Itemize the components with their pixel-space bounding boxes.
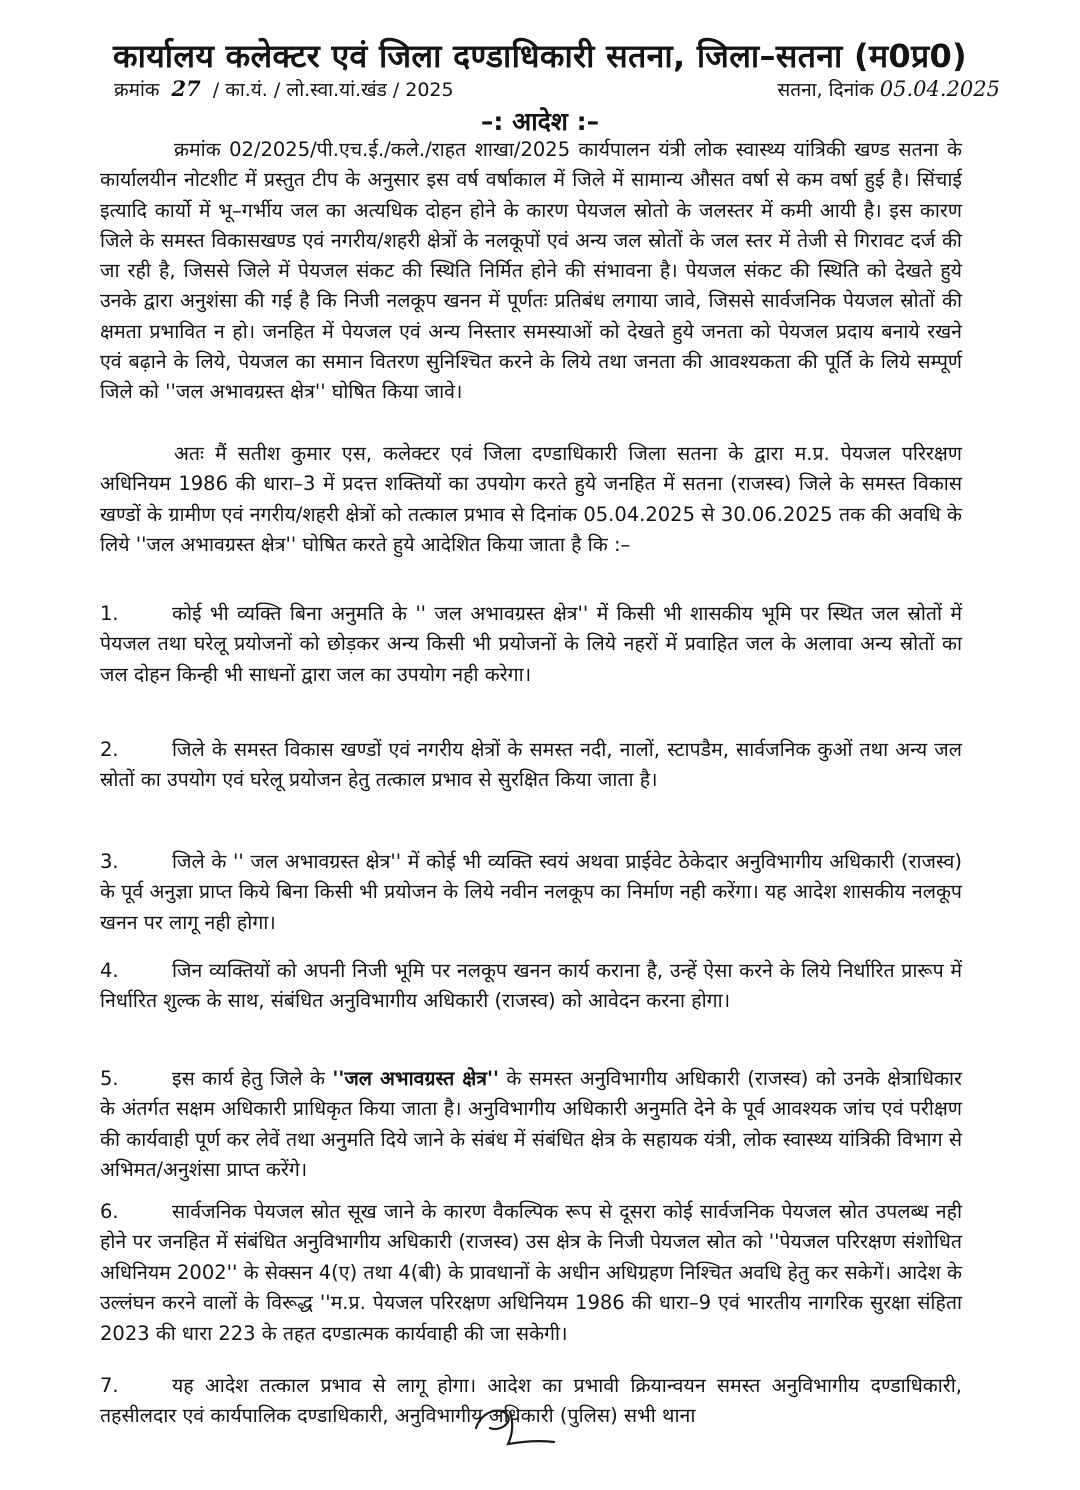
item-number: 2. <box>100 738 119 761</box>
reference-number <box>114 76 454 102</box>
item-number: 5. <box>100 1067 119 1090</box>
order-item-4 <box>100 956 962 1017</box>
place-date <box>777 76 1000 102</box>
order-heading: –: आदेश :– <box>480 107 600 136</box>
item-text: जिले के '' जल अभावग्रस्त क्षेत्र'' में कोई भी व्यक्ति स्वयं अथवा प्राईवेट ठेकेदार अनुविभागीय अधिकारी (राजस्व) के पूर्व अनुज्ञा प्राप्त किये बिना किसी भी प्रयोजन के लिये नवीन नलकूप का निर्माण नही करेंगा। यह आदेश शासकीय नलकूप खनन पर लागू नही होगा। <box>100 850 962 934</box>
preamble-paragraph: क्रमांक 02/2025/पी.एच.ई./कले./राहत शाखा/2025 कार्यपालन यंत्री लोक स्वास्थ्य यांत्रिकी खण्ड सतना के कार्यालयीन नोटशीट में प्रस्तुत टीप के अनुसार इस वर्ष वर्षाकाल में जिले में सामान्य औसत वर्षा से कम वर्षा हुई है। सिंचाई इत्यादि कार्यो में भू–गर्भीय जल का अत्यधिक दोहन होने के कारण पेयजल स्रोतो के जलस्तर में कमी आयी है। इस कारण जिले के समस्त विकासखण्ड एवं नगरीय/शहरी क्षेत्रों के नलकूपों एवं अन्य जल स्रोतों के जल स्तर में तेजी से गिरावट दर्ज की जा रही है, जिससे जिले में पेयजल संकट की स्थिति निर्मित होने की संभावना है। पेयजल संकट की स्थिति को देखते हुये उनके द्वारा अनुशंसा की गई है कि निजी नलकूप खनन में पूर्णतः प्रतिबंध लगाया जावे, जिससे सार्वजनिक पेयजल स्रोतों की क्षमता प्रभावित न हो। जनहित में पेयजल एवं अन्य निस्तार समस्याओं को देखते हुये जनता को पेयजल प्रदाय बनाये रखने एवं बढ़ाने के लिये, पेयजल का समान वितरण सुनिश्चित करने के लिये तथा जनता की आवश्यकता की पूर्ति के लिये सम्पूर्ण जिले को ''जल अभावग्रस्त क्षेत्र'' घोषित किया जावे। <box>100 138 962 404</box>
order-item-5 <box>100 1064 962 1186</box>
item-text-emphasis: ''जल अभावग्रस्त क्षेत्र'' <box>332 1067 499 1090</box>
handwritten-number: 27 <box>171 76 201 101</box>
item-number: 3. <box>100 850 119 873</box>
office-title: कार्यालय कलेक्टर एवं जिला दण्डाधिकारी सतना, जिला–सतना (म0प्र0) <box>113 37 967 75</box>
item-number: 7. <box>100 1374 119 1397</box>
reference-prefix: क्रमांक <box>114 79 160 101</box>
reference-suffix: / का.यं. / लो.स्वा.यां.खंड / 2025 <box>212 79 454 101</box>
place-date-label: सतना, दिनांक <box>777 79 874 101</box>
item-text: कोई भी व्यक्ति बिना अनुमति के '' जल अभावग्रस्त क्षेत्र'' में किसी भी शासकीय भूमि पर स्थित जल स्रोतों में पेयजल तथा घरेलू प्रयोजनों को छोड़कर अन्य किसी भी प्रयोजनों के लिये नहरों में प्रवाहित जल के अलावा अन्य स्रोतों का जल दोहन किन्ही भी साधनों द्वारा जल का उपयोग नही करेगा। <box>100 602 962 686</box>
item-number: 1. <box>100 602 119 625</box>
reference-line <box>114 76 1000 104</box>
order-paragraph: अतः मैं सतीश कुमार एस, कलेक्टर एवं जिला दण्डाधिकारी जिला सतना के द्वारा म.प्र. पेयजल परिरक्षण अधिनियम 1986 की धारा–3 में प्रदत्त शक्तियों का उपयोग करते हुये जनहित में सतना (राजस्व) जिले के समस्त विकास खण्डों के ग्रामीण एवं नगरीय/शहरी क्षेत्रों को तत्काल प्रभाव से दिनांक 05.04.2025 से 30.06.2025 तक की अवधि के लिये ''जल अभावग्रस्त क्षेत्र'' घोषित करते हुये आदेशित किया जाता है कि :– <box>100 442 962 556</box>
item-text-after: के समस्त अनुविभागीय अधिकारी (राजस्व) को उनके क्षेत्राधिकार के अंतर्गत सक्षम अधिकारी प्राधिकृत किया जाता है। अनुविभागीय अधिकारी अनुमति देने के पूर्व आवश्यक जांच एवं परीक्षण की कार्यवाही पूर्ण कर लेवें तथा अनुमति दिये जाने के संबंध में संबंधित क्षेत्र के सहायक यंत्री, लोक स्वास्थ्य यांत्रिकी विभाग से अभिमत/अनुशंसा प्राप्त करेंगे। <box>100 1067 963 1182</box>
item-text-before: इस कार्य हेतु जिले के <box>172 1067 333 1090</box>
order-item-2 <box>100 735 962 796</box>
item-text: जिन व्यक्तियों को अपनी निजी भूमि पर नलकूप खनन कार्य कराना है, उन्हें ऐसा करने के लिये निर्धारित प्रारूप में निर्धारित शुल्क के साथ, संबंधित अनुविभागीय अधिकारी (राजस्व) को आवेदन करना होगा। <box>100 959 962 1013</box>
item-text: जिले के समस्त विकास खण्डों एवं नगरीय क्षेत्रों के समस्त नदी, नालों, स्टापडैम, सार्वजनिक कुओं तथा अन्य जल स्रोतों का उपयोग एवं घरेलू प्रयोजन हेतु तत्काल प्रभाव से सुरक्षित किया जाता है। <box>100 738 962 792</box>
item-text: सार्वजनिक पेयजल स्रोत सूख जाने के कारण वैकल्पिक रूप से दूसरा कोई सार्वजनिक पेयजल स्रोत उपलब्ध नही होने पर जनहित में संबंधित अनुविभागीय अधिकारी (राजस्व) उस क्षेत्र के निजी पेयजल स्रोत को ''पेयजल परिरक्षण संशोधित अधिनियम 2002'' के सेक्सन 4(ए) तथा 4(बी) के प्रावधानों के अधीन अधिग्रहण निश्चित अवधि हेतु कर सकेगें। आदेश के उल्लंघन करने वालों के विरूद्ध ''म.प्र. पेयजल परिरक्षण अधिनियम 1986 की धारा–9 एवं भारतीय नागरिक सुरक्षा संहिता 2023 की धारा 223 के तहत दण्डात्मक कार्यवाही की जा सकेगी। <box>100 1200 962 1345</box>
signature-mark <box>468 1398 558 1450</box>
item-number: 6. <box>100 1200 119 1223</box>
order-item-6 <box>100 1197 962 1349</box>
order-item-1 <box>100 599 962 690</box>
item-number: 4. <box>100 959 119 982</box>
order-item-3 <box>100 847 962 938</box>
item-text: यह आदेश तत्काल प्रभाव से लागू होगा। आदेश का प्रभावी क्रियान्वयन समस्त अनुविभागीय दण्डाधिकारी, तहसीलदार एवं कार्यपालिक दण्डाधिकारी, अनुविभागीय अधिकारी (पुलिस) सभी थाना <box>100 1374 962 1428</box>
handwritten-date: 05.04.2025 <box>879 77 1000 101</box>
